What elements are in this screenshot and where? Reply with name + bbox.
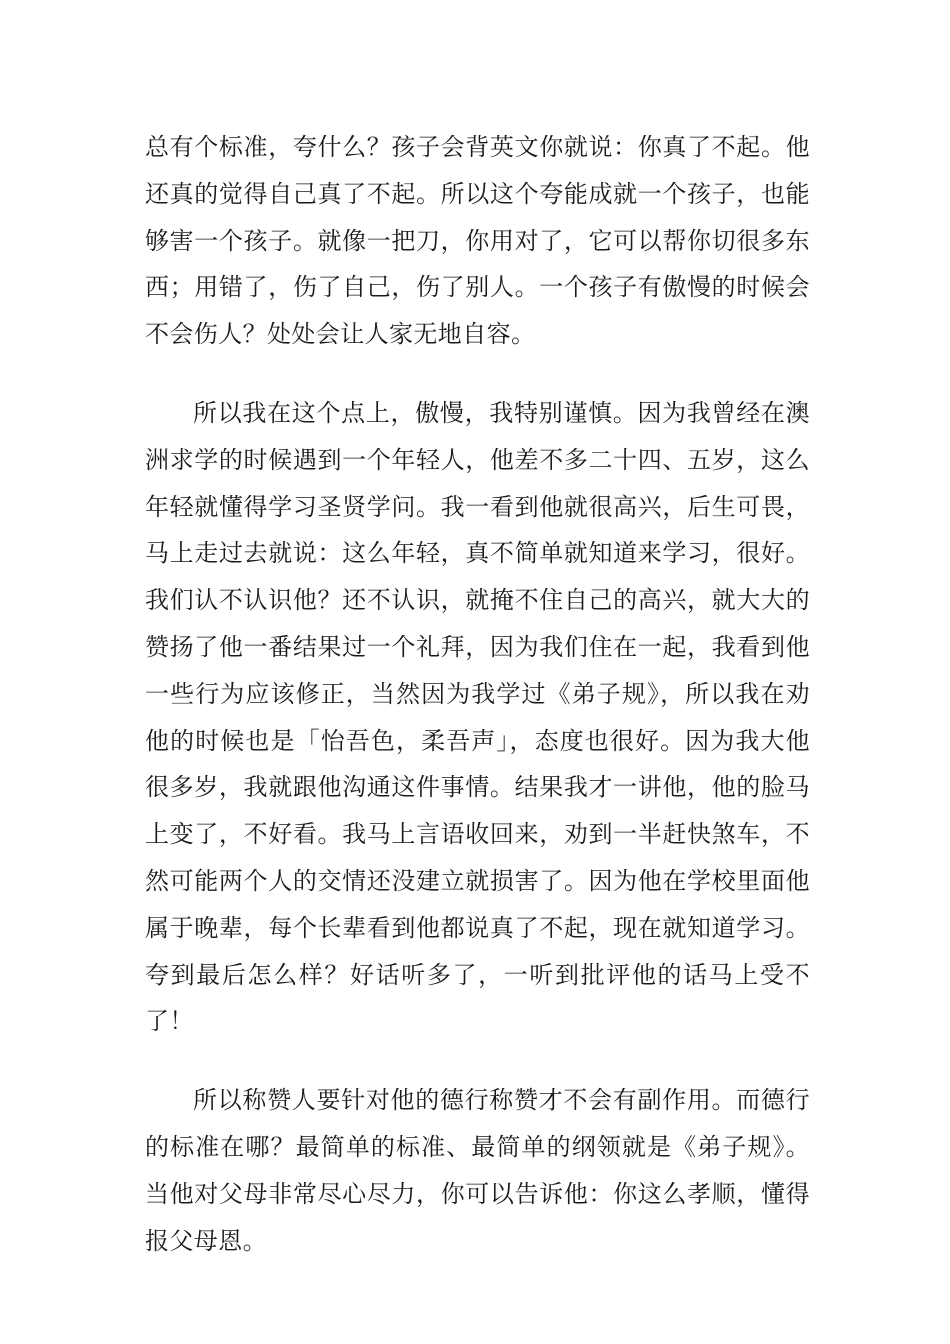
paragraph-1: 总有个标准，夸什么？孩子会背英文你就说：你真了不起。他还真的觉得自己真了不起。所以这个夸能成就一个孩子，也能够害一个孩子。就像一把刀，你用对了，它可以帮你切很多东西；用错了，伤了自己，伤了别人。一个孩子有傲慢的时候会不会伤人？处处会让人家无地自容。: [145, 133, 810, 349]
paragraph-3: 所以称赞人要针对他的德行称赞才不会有副作用。而德行的标准在哪？最简单的标准、最简单的纲领就是《弟子规》。当他对父母非常尽心尽力，你可以告诉他：你这么孝顺，懂得报父母恩。: [145, 1086, 810, 1255]
paragraph-2: 所以我在这个点上，傲慢，我特别谨慎。因为我曾经在澳洲求学的时候遇到一个年轻人，他差不多二十四、五岁，这么年轻就懂得学习圣贤学问。我一看到他就很高兴，后生可畏，马上走过去就说：这么年轻，真不简单就知道来学习，很好。我们认不认识他？还不认识，就掩不住自己的高兴，就大大的赞扬了他一番结果过一个礼拜，因为我们住在一起，我看到他一些行为应该修正，当然因为我学过《弟子规》，所以我在劝他的时候也是「怡吾色，柔吾声」，态度也很好。因为我大他很多岁，我就跟他沟通这件事情。结果我才一讲他，他的脸马上变了，不好看。我马上言语收回来，劝到一半赶快煞车，不然可能两个人的交情还没建立就损害了。因为他在学校里面他属于晚辈，每个长辈看到他都说真了不起，现在就知道学习。夸到最后怎么样？好话听多了，一听到批评他的话马上受不了！: [145, 398, 810, 1036]
document-body: [145, 124, 810, 1264]
